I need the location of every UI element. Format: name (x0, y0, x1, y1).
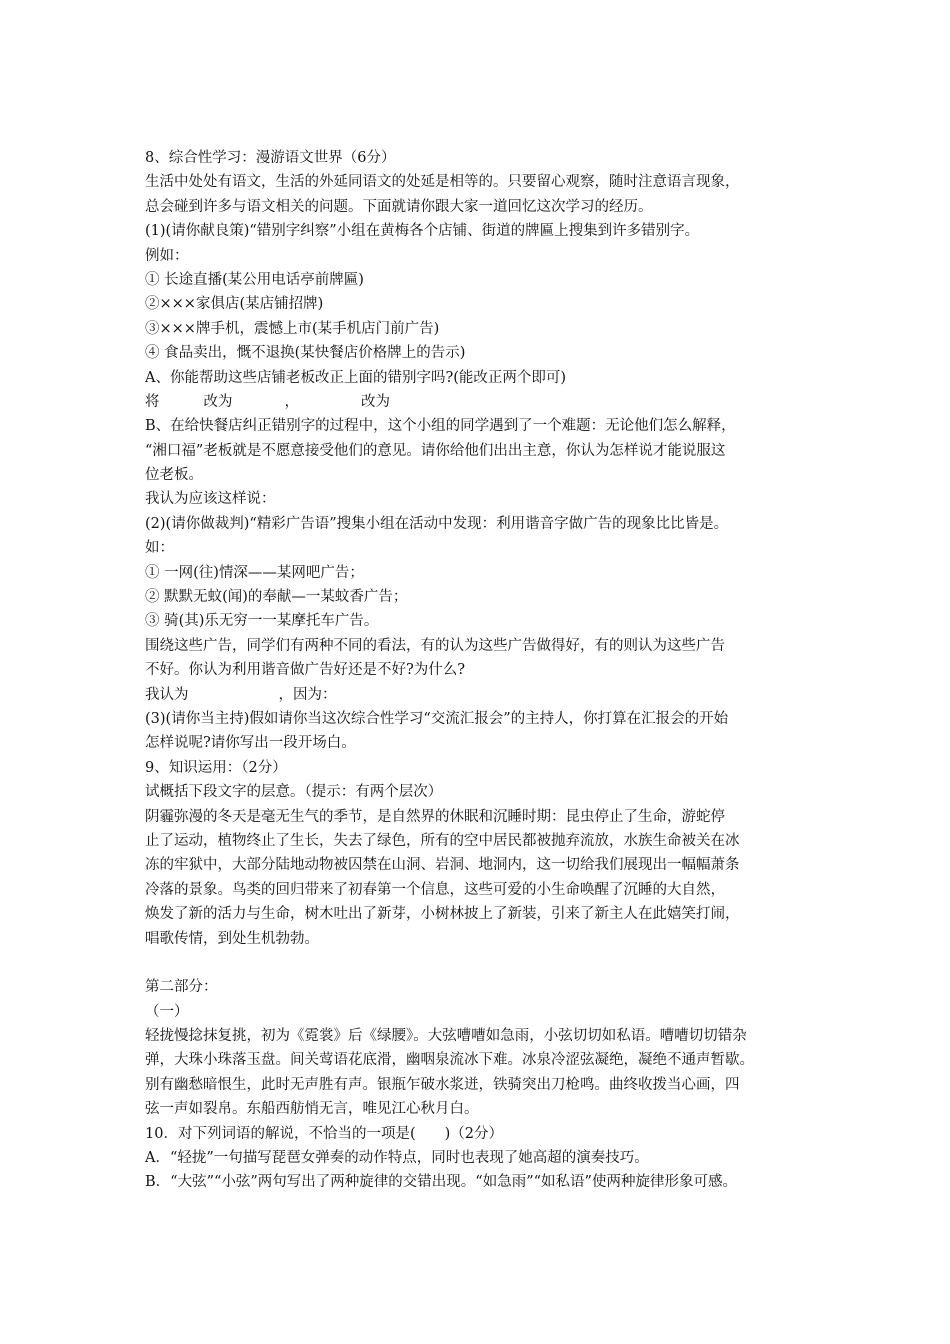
task-3-line-2: 怎样说呢?请你写出一段开场白。 (145, 735, 356, 752)
intro-line-1: 生活中处处有语文，生活的外延同语文的处延是相等的。只要留心观察，随时注意语言现象， (145, 174, 740, 191)
passage-line-3: 冻的牢狱中，大部分陆地动物被囚禁在山洞、岩洞、地洞内，这一切给我们展现出一幅幅萧条 (145, 857, 740, 874)
document-page (145, 146, 815, 1195)
fill-2-text-b: ，因为： (278, 686, 337, 703)
task-3-line-1: (3)(请你当主持)假如请你当这次综合性学习“交流汇报会”的主持人，你打算在汇报会的开始 (145, 710, 729, 727)
opinion-line-1: 围绕这些广告，同学们有两种不同的看法，有的认为这些广告做得好，有的则认为这些广告 (145, 637, 725, 654)
part-two-title: 第二部分： (145, 979, 218, 996)
poem-line-3: 别有幽愁暗恨生，此时无声胜有声。银瓶乍破水浆迸，铁骑突出刀枪鸣。曲终收拨当心画，四 (145, 1076, 740, 1093)
question-b-line-2: “湘口福”老板就是不愿意接受他们的意见。请你给他们出出主意，你认为怎样说才能说服这 (145, 442, 726, 459)
task-2-line-1: (2)(请你做裁判)“精彩广告语”搜集小组在活动中发现：利用谐音字做广告的现象比比皆是。 (145, 515, 729, 532)
question-b-line-1: B、在给快餐店纠正错别字的过程中，这个小组的同学遇到了一个难题：无论他们怎么解释， (145, 418, 736, 435)
passage-line-5: 焕发了新的活力与生命，树木吐出了新芽，小树林披上了新装，引来了新主人在此嬉笑打闹， (145, 906, 740, 923)
passage-line-1: 阴霾弥漫的冬天是毫无生气的季节，是自然界的休眠和沉睡时期：昆虫停止了生命，游蛇停 (145, 808, 725, 825)
section-8 (145, 146, 815, 756)
fill-1-text-c: ， (284, 393, 299, 410)
question-a: A、你能帮助这些店铺老板改正上面的错别字吗?(能改正两个即可) (145, 369, 567, 386)
ad-item-3: ③ 骑(其)乐无穷一一某摩托车广告。 (145, 613, 379, 630)
fill-1-text-b: 改为 (203, 393, 233, 410)
poem-line-2: 弹，大珠小珠落玉盘。间关莺语花底滑，幽咽泉流冰下难。冰泉冷涩弦凝绝，凝绝不通声暂歇。 (145, 1052, 754, 1069)
question-9-prompt: 试概括下段文字的层意。（提示：有两个层次） (145, 784, 443, 801)
passage-line-4: 冷落的景象。鸟类的回归带来了初春第一个信息，这些可爱的小生命唤醒了沉睡的大自然， (145, 881, 725, 898)
question-9-title: 9、知识运用：（2分） (145, 759, 287, 776)
example-item-3: ③×××牌手机，震憾上市(某手机店门前广告) (145, 320, 440, 337)
task-2-line-2: 如： (145, 540, 174, 557)
poem-line-1: 轻拢慢捻抹复挑，初为《霓裳》后《绿腰》。大弦嘈嘈如急雨，小弦切切如私语。嘈嘈切切错杂 (145, 1028, 747, 1045)
fill-2-text-a: 我认为 (145, 686, 189, 703)
question-10-title: 10．对下列词语的解说，不恰当的一项是( )（2分） (145, 1125, 503, 1142)
subsection-one-label: （一） (145, 1003, 189, 1020)
fill-in-line-1 (145, 390, 815, 414)
example-item-2: ②×××家俱店(某店铺招牌) (145, 296, 324, 313)
task-1-line: (1)(请你献良策)“错别字纠察”小组在黄梅各个店铺、街道的牌匾上搜集到许多错别字。 (145, 223, 700, 240)
example-label: 例如： (145, 247, 189, 264)
part-two (145, 975, 815, 1195)
poem-line-4: 弦一声如裂帛。东船西舫悄无言，唯见江心秋月白。 (145, 1101, 479, 1118)
fill-1-text-a: 将 (145, 393, 160, 410)
ad-item-1: ① 一网(往)情深——某网吧广告； (145, 564, 364, 581)
question-8-title: 8、综合性学习：漫游语文世界（6分） (145, 150, 396, 166)
fill-in-line-2 (145, 683, 815, 707)
opinion-line-2: 不好。你认为利用谐音做广告好还是不好?为什么? (145, 662, 466, 679)
option-b: B．“大弦”“小弦”两句写出了两种旋律的交错出现。“如急雨”“如私语”使两种旋律形象可感。 (145, 1174, 737, 1191)
question-b-line-3: 位老板。 (145, 467, 203, 484)
section-9 (145, 756, 815, 951)
intro-line-2: 总会碰到许多与语文相关的问题。下面就请你跟大家一道回忆这次学习的经历。 (145, 198, 653, 215)
option-a: A．“轻拢”一句描写琵琶女弹奏的动作特点，同时也表现了她高超的演奏技巧。 (145, 1150, 649, 1167)
passage-line-2: 止了运动，植物终止了生长，失去了绿色，所有的空中居民都被抛弃流放，水族生命被关在冰 (145, 832, 740, 849)
ad-item-2: ② 默默无蚊(闻)的奉献—一某蚊香广告； (145, 589, 408, 606)
example-item-1: ① 长途直播(某公用电话亭前牌匾) (145, 271, 364, 288)
answer-prompt: 我认为应该这样说： (145, 491, 276, 508)
example-item-4: ④ 食品卖出，慨不退换(某快餐店价格牌上的告示) (145, 345, 466, 362)
section-spacer (145, 951, 815, 975)
fill-1-text-d: 改为 (361, 393, 390, 410)
passage-line-6: 唱歌传情，到处生机勃勃。 (145, 930, 319, 947)
